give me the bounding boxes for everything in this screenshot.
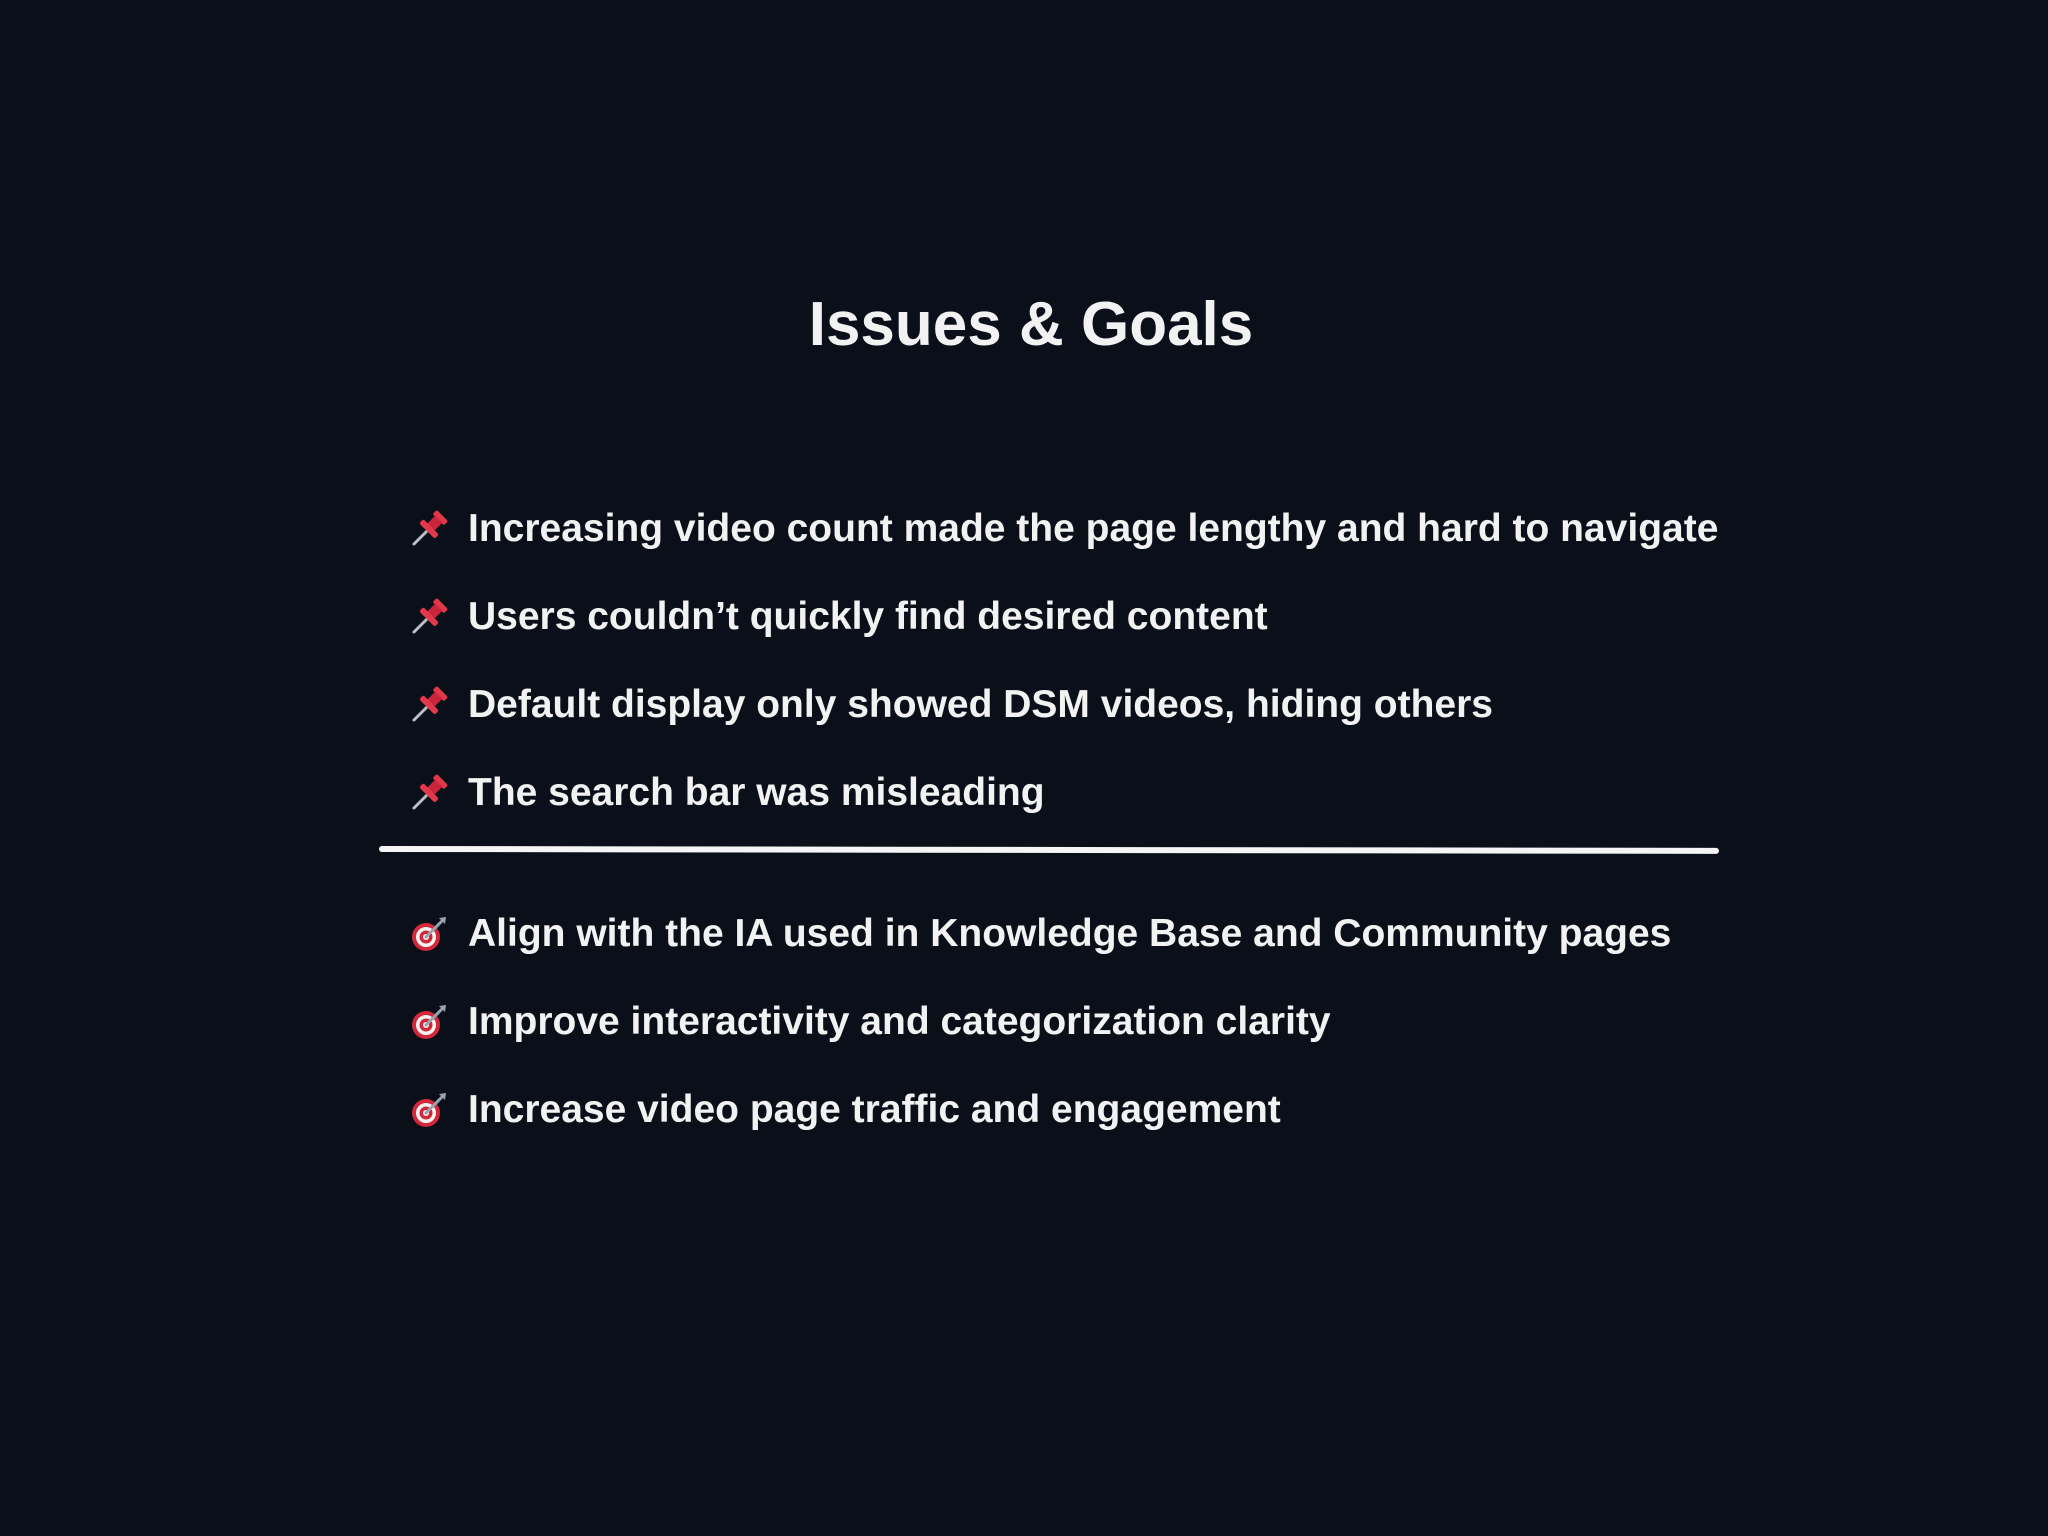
goals-list	[408, 890, 1671, 1154]
issue-text: The search bar was misleading	[468, 771, 1045, 814]
goal-text: Increase video page traffic and engagement	[468, 1088, 1281, 1131]
pushpin-icon	[408, 684, 450, 726]
issue-item	[408, 573, 1718, 661]
section-divider	[379, 846, 1719, 854]
goal-text: Improve interactivity and categorization clarity	[468, 1000, 1331, 1043]
goal-item	[408, 890, 1671, 978]
issue-text: Increasing video count made the page lengthy and hard to navigate	[468, 507, 1719, 550]
target-icon	[408, 913, 450, 955]
target-icon	[408, 1001, 450, 1043]
goal-text: Align with the IA used in Knowledge Base and Community pages	[468, 912, 1672, 955]
issue-item	[408, 485, 1718, 573]
issue-item	[408, 749, 1718, 837]
target-icon	[408, 1089, 450, 1131]
pushpin-icon	[408, 508, 450, 550]
page-title: Issues & Goals	[808, 290, 1254, 359]
goal-item	[408, 978, 1671, 1066]
pushpin-icon	[408, 772, 450, 814]
issue-text: Default display only showed DSM videos, hiding others	[468, 683, 1493, 726]
goal-item	[408, 1066, 1671, 1154]
issue-text: Users couldn’t quickly find desired content	[468, 595, 1268, 638]
issue-item	[408, 661, 1718, 749]
issues-list	[408, 485, 1718, 837]
pushpin-icon	[408, 596, 450, 638]
